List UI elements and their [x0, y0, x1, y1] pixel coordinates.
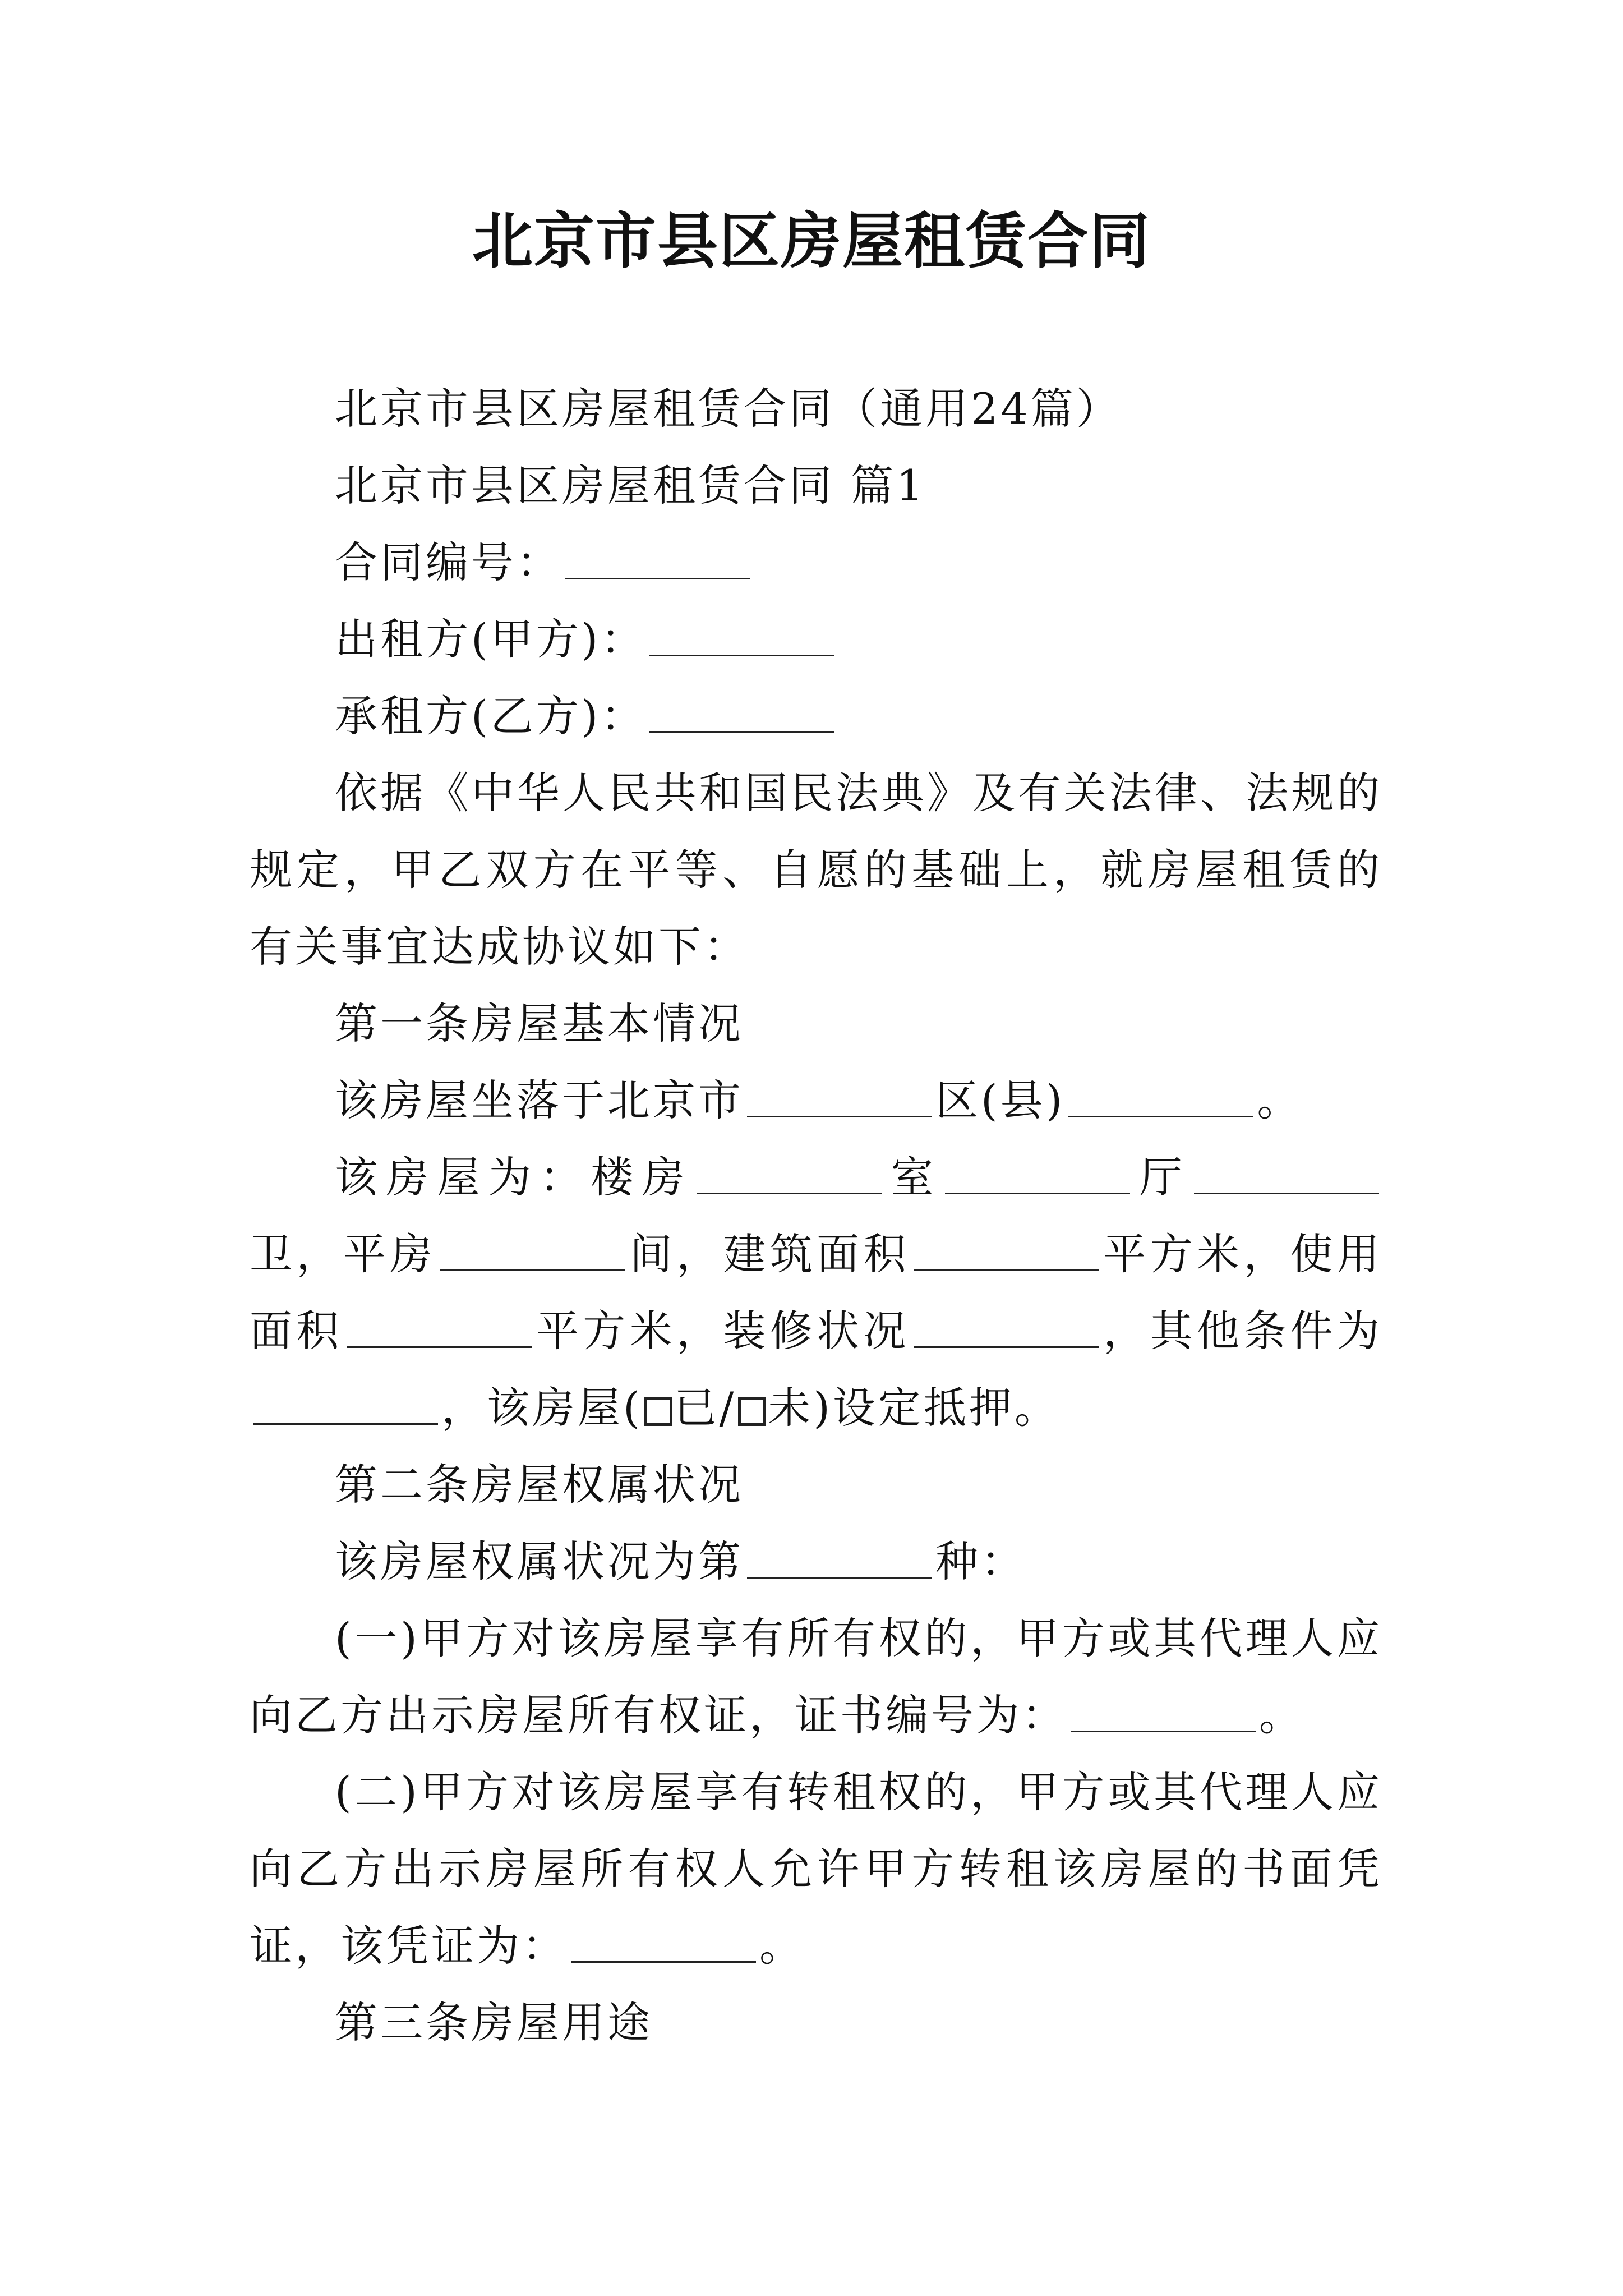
house-text-g: 平方米，装修状况 — [534, 1306, 910, 1356]
item-1-end: 。 — [1259, 1690, 1304, 1740]
subtitle-line: 北京市县区房屋租赁合同（通用24篇） — [335, 384, 1122, 434]
document-title: 北京市县区房屋租赁合同 — [472, 206, 1151, 277]
district-blank[interactable] — [747, 1082, 932, 1117]
house-text-i: ，该房屋( — [441, 1383, 643, 1433]
lessee-line — [250, 678, 1382, 754]
house-text-f: 平方米，使用面积 — [250, 1229, 1383, 1356]
house-text-j: 已/ — [674, 1383, 737, 1433]
house-details-paragraph — [250, 1139, 1382, 1446]
item-1-text: (一)甲方对该房屋享有所有权的，甲方或其代理人应向乙方出示房屋所有权证，证书编号为： — [250, 1613, 1382, 1740]
livingroom-blank[interactable] — [945, 1159, 1130, 1194]
article-1-heading: 第一条房屋基本情况 — [335, 999, 744, 1048]
house-text-d: 卫，平房 — [250, 1229, 437, 1279]
ownership-text-b: 种： — [935, 1536, 1026, 1586]
contract-number-label: 合同编号： — [335, 537, 562, 587]
lessee-label: 承租方(乙方)： — [335, 691, 647, 741]
lessor-blank[interactable] — [649, 621, 834, 656]
house-text-k: 未)设定抵押。 — [768, 1383, 1060, 1433]
address-blank[interactable] — [1068, 1082, 1253, 1117]
mortgage-yes-checkbox[interactable] — [644, 1397, 672, 1426]
house-text-e: 间，建筑面积 — [628, 1229, 910, 1279]
building-area-blank[interactable] — [914, 1236, 1099, 1271]
house-text-a: 该房屋为：楼房 — [335, 1152, 693, 1202]
part-heading: 北京市县区房屋租赁合同 篇1 — [335, 461, 926, 510]
item-2-text: (二)甲方对该房屋享有转租权的，甲方或其代理人应向乙方出示房屋所有权人允许甲方转租该房屋的书面凭证，该凭证为： — [250, 1767, 1382, 1971]
mortgage-no-checkbox[interactable] — [738, 1397, 766, 1426]
house-text-c: 厅 — [1133, 1152, 1191, 1202]
ownership-type-blank[interactable] — [747, 1543, 932, 1579]
ownership-line — [250, 1523, 1382, 1600]
contract-number-line — [250, 524, 1382, 601]
article-2-heading: 第二条房屋权属状况 — [335, 1460, 744, 1510]
ownership-item-1 — [250, 1600, 1382, 1754]
ownership-text-a: 该房屋权属状况为第 — [335, 1536, 744, 1586]
lessor-label: 出租方(甲方)： — [335, 614, 647, 664]
preamble-paragraph: 依据《中华人民共和国民法典》及有关法律、法规的规定，甲乙双方在平等、自愿的基础上，就房屋租赁的有关事宜达成协议如下： — [250, 768, 1382, 972]
bungalow-rooms-blank[interactable] — [440, 1236, 625, 1271]
item-2-end: 。 — [759, 1921, 805, 1971]
decoration-blank[interactable] — [914, 1313, 1099, 1348]
certificate-number-blank[interactable] — [1071, 1697, 1256, 1732]
location-text-b: 区(县) — [935, 1075, 1066, 1125]
location-text-a: 该房屋坐落于北京市 — [335, 1075, 744, 1125]
lessee-blank[interactable] — [649, 698, 834, 733]
document-body — [250, 370, 1382, 2061]
location-text-c: 。 — [1257, 1075, 1303, 1125]
house-text-b: 室 — [884, 1152, 942, 1202]
bedroom-blank[interactable] — [697, 1159, 882, 1194]
location-line — [250, 1062, 1382, 1139]
house-text-h: ，其他条件为 — [1101, 1306, 1383, 1356]
usable-area-blank[interactable] — [347, 1313, 532, 1348]
other-conditions-blank[interactable] — [253, 1389, 438, 1425]
bathroom-blank[interactable] — [1194, 1159, 1379, 1194]
voucher-blank[interactable] — [571, 1927, 756, 1963]
ownership-item-2 — [250, 1754, 1382, 1984]
article-3-heading: 第三条房屋用途 — [335, 1998, 653, 2047]
contract-number-blank[interactable] — [565, 544, 750, 579]
lessor-line — [250, 601, 1382, 678]
